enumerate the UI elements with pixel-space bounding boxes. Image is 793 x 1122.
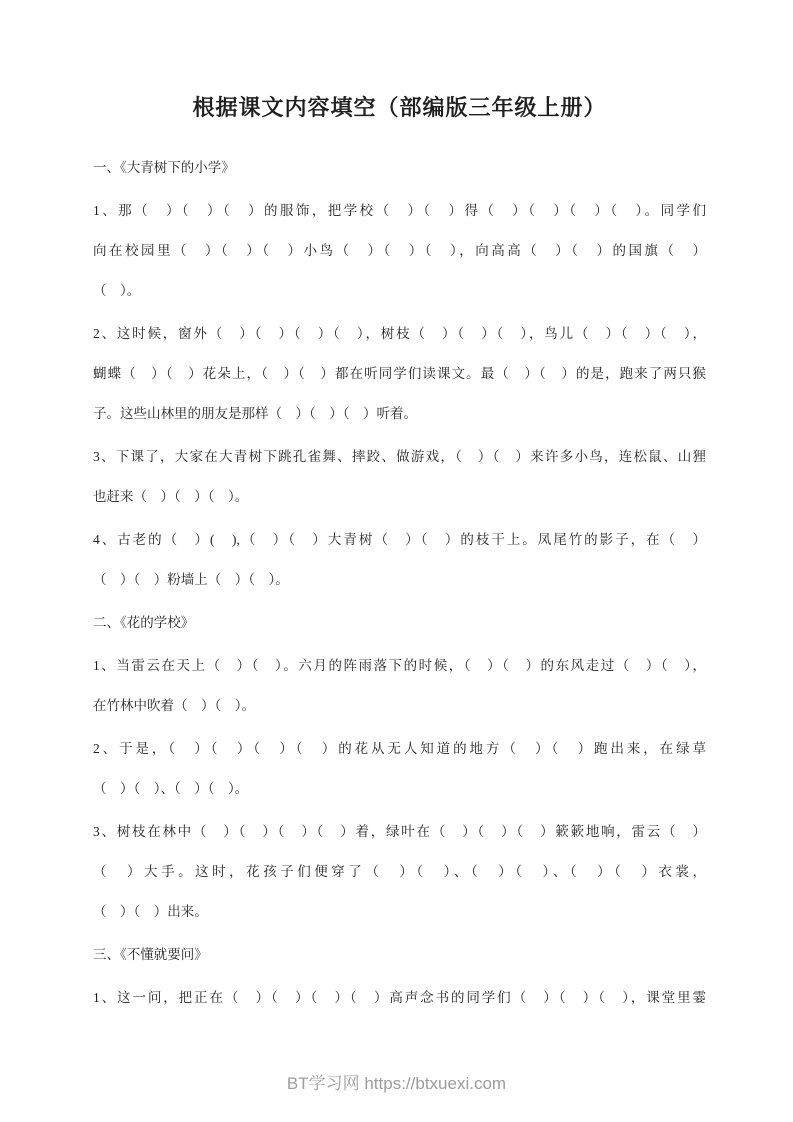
- question-line: （ ）大手。这时，花孩子们便穿了（ ）（ ）、（ ）（ ）、（ ）（ ）衣裳，: [93, 864, 706, 879]
- page-title: 根据课文内容填空（部编版三年级上册）: [192, 95, 607, 120]
- section-heading: 二、《花的学校》: [93, 615, 195, 630]
- section-heading: 三、《不懂就要问》: [93, 947, 208, 962]
- question-line: 1、那（ ）（ ）（ ）的服饰，把学校（ ）（ ）得（ ）（ ）（ ）（ ）。同学们: [93, 203, 706, 218]
- question-line: 向在校园里（ ）（ ）（ ）小鸟（ ）（ ）（ ），向高高（ ）（ ）的国旗（ ）: [93, 243, 706, 258]
- question-item: [93, 314, 706, 434]
- question-item: [93, 646, 706, 726]
- question-line: 4、古老的（ ）( ),（ ）（ ）大青树（ ）（ ）的枝干上。凤尾竹的影子，在（ ）: [93, 532, 706, 547]
- section-3: [93, 935, 706, 1018]
- question-line: 也赶来（ ）（ ）（ ）。: [93, 489, 249, 504]
- section-1: [93, 148, 706, 600]
- question-line: （ ）（ ）、（ ）（ ）。: [93, 781, 249, 796]
- question-line: 2、这时候，窗外（ ）（ ）（ ）（ ），树枝（ ）（ ）（ ），鸟儿（ ）（ ）（ ），: [93, 326, 706, 341]
- question-item: [93, 812, 706, 932]
- question-line: 1、当雷云在天上（ ）（ ）。六月的阵雨落下的时候，（ ）（ ）的东风走过（ ）（ ），: [93, 658, 706, 673]
- footer-text: BT学习网 https://btxuexi.com: [286, 1074, 507, 1093]
- question-line: 在竹林中吹着（ ）（ ）。: [93, 698, 255, 713]
- question-line: 1、这一问，把正在（ ）（ ）（ ）（ ）高声念书的同学们（ ）（ ）（ ），课堂里霎: [93, 990, 706, 1005]
- question-item: [93, 437, 706, 517]
- question-line: （ ）（ ）粉墙上（ ）（ ）。: [93, 572, 289, 587]
- question-line: （ ）（ ）出来。: [93, 904, 208, 919]
- question-line: 蝴蝶（ ）（ ）花朵上，（ ）（ ）都在听同学们读课文。最（ ）（ ）的是，跑来了两只猴: [93, 366, 706, 381]
- question-item: [93, 191, 706, 311]
- question-line: 3、树枝在林中（ ）（ ）（ ）（ ）着，绿叶在（ ）（ ）（ ）簌簌地响，雷云（ ）: [93, 824, 706, 839]
- question-line: （ ）。: [93, 283, 141, 298]
- question-line: 2、于是，（ ）（ ）（ ）（ ）的花从无人知道的地方（ ）（ ）跑出来，在绿草: [93, 741, 706, 756]
- section-heading: 一、《大青树下的小学》: [93, 160, 235, 175]
- question-item: [93, 978, 706, 1018]
- question-item: [93, 520, 706, 600]
- section-2: [93, 603, 706, 932]
- question-line: 3、下课了，大家在大青树下跳孔雀舞、摔跤、做游戏，（ ）（ ）来许多小鸟，连松鼠、山狸: [93, 449, 706, 464]
- question-line: 子。这些山林里的朋友是那样（ ）（ ）（ ）听着。: [93, 406, 417, 421]
- question-item: [93, 729, 706, 809]
